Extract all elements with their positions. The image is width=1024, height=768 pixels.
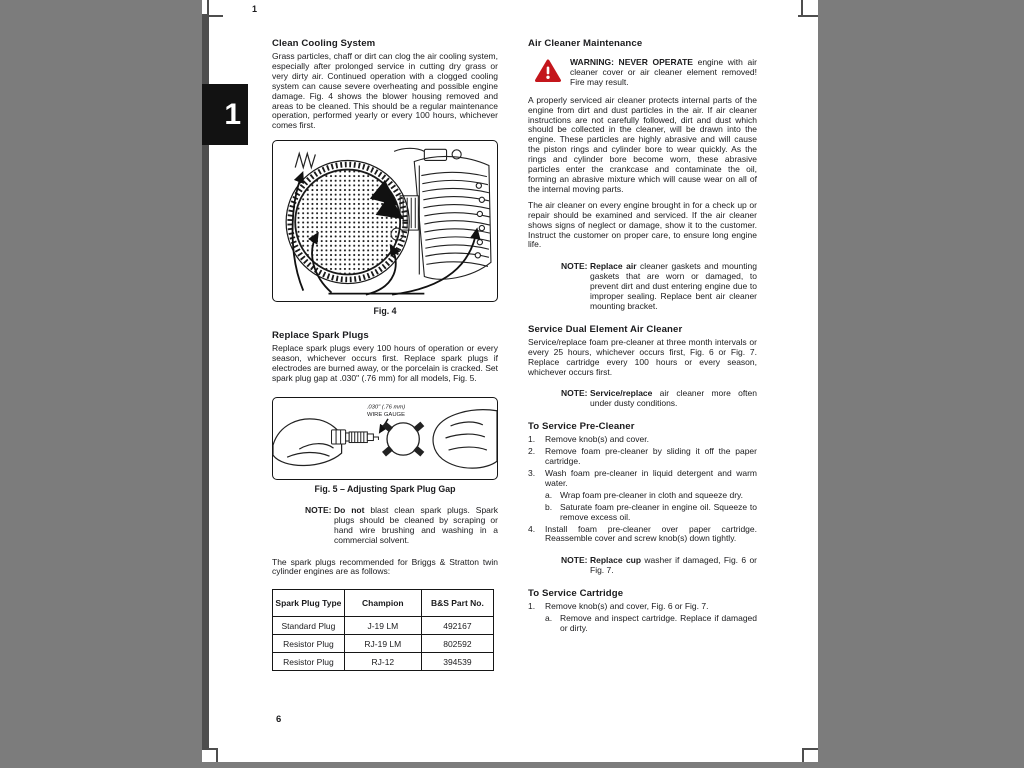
list-subitem: a. Wrap foam pre-cleaner in cloth and squeeze dry. (545, 489, 744, 500)
list-item: 2. Remove foam pre-cleaner by sliding it off the paper cartridge. (528, 446, 757, 467)
note-label: NOTE: (561, 555, 588, 566)
left-column (272, 38, 498, 671)
crop-mark-bottom-right (803, 748, 818, 750)
page-header-folio: 1 (252, 4, 258, 14)
right-column (528, 38, 757, 634)
air-cleaner-paragraph-2: The air cleaner on every engine brought in for a check up or repair should be examined and serviced. If the air cleaner shows signs of neglect or damage, show it to the customer. Instruct the customer on proper care, to ensure long engine life. (528, 199, 757, 250)
cell-part-no: 394539 (421, 653, 493, 671)
note-text: Replace cup washer if damaged, Fig. 6 or Fig. 7. (590, 555, 757, 576)
figure-5-box (272, 397, 498, 480)
table-row (273, 635, 494, 653)
crop-mark-bottom-right (802, 748, 804, 762)
note-label: NOTE: (561, 261, 588, 272)
recommended-plugs-paragraph: The spark plugs recommended for Briggs & Stratton twin cylinder engines are as follows: (272, 556, 498, 577)
cell-plug-type: Standard Plug (273, 617, 345, 635)
crop-mark-bottom-left (216, 748, 218, 762)
list-item: 1. Remove knob(s) and cover. (528, 434, 649, 445)
heading-to-service-pre-cleaner: To Service Pre-Cleaner (528, 421, 635, 433)
heading-replace-spark-plugs: Replace Spark Plugs (272, 330, 369, 342)
spark-plug-table (272, 589, 494, 671)
spark-plugs-paragraph: Replace spark plugs every 100 hours of operation or every season, whichever occurs first. Replace spark plugs if electrodes are burned away, or the porcelain is cracked. Set spark plug gap at .030" (.76 mm) for all models, Fig. 5. (272, 343, 498, 383)
figure-4-caption: Fig. 4 (373, 306, 397, 317)
list-subitem: a. Remove and inspect cartridge. Replace if damaged or dirty. (545, 613, 757, 633)
manual-page (202, 0, 818, 762)
air-cleaner-paragraph-1: A properly serviced air cleaner protects internal parts of the engine from dirt and dust particles in the air. If air cleaner instructions are not carefully followed, dirt and dust which should be collected in the cleaner, will be drawn into the engine. These particles are highly abrasive and will cause the piston rings and cylinder bore to wear quickly. As the rings and cylinder bore become worn, these abrasive particles enter the crankcase and contaminate the oil, forming an abrasive mixture which will cause wear on all of the internal moving parts. (528, 94, 757, 194)
table-header-champion: Champion (344, 590, 421, 617)
crop-mark-top-left (202, 15, 223, 17)
note-label: NOTE: (561, 388, 588, 399)
table-header-row (273, 590, 494, 617)
cell-plug-type: Resistor Plug (273, 635, 345, 653)
note-text: Do not blast clean spark plugs. Spark plugs should be cleaned by scraping or hand wire brushing and washing in a commercial solvent. (334, 504, 498, 545)
crop-mark-top-left (207, 0, 209, 16)
figure-4-engine-illustration (273, 141, 497, 301)
figure-5-caption: Fig. 5 – Adjusting Spark Plug Gap (314, 483, 456, 494)
table-row (273, 617, 494, 635)
wire-gauge-label-line1: .030" (.76 mm) (366, 404, 406, 411)
note-replace-cup-washer (561, 556, 757, 576)
note-dusty-conditions (561, 389, 757, 409)
figure-5-spark-plug-illustration (273, 398, 497, 479)
crop-mark-top-right (798, 15, 818, 17)
chapter-tab-number: 1 (224, 97, 241, 131)
cell-champion: RJ-19 LM (344, 635, 421, 653)
note-replace-gaskets (561, 262, 757, 312)
cell-plug-type: Resistor Plug (273, 653, 345, 671)
figure-4-box (272, 140, 498, 302)
list-item: 1. Remove knob(s) and cover, Fig. 6 or Fig. 7. (528, 601, 709, 612)
list-subitem: b. Saturate foam pre-cleaner in engine oil. Squeeze to remove excess oil. (545, 501, 757, 522)
clean-cooling-paragraph: Grass particles, chaff or dirt can clog the air cooling system, especially after prolonged service in cutting dry grass or very dirty air. Continued operation with a clogged cooling system can cause severe overheating and possible engine damage. Fig. 4 shows the blower housing removed and areas to be cleaned. This should be a regular maintenance operation, performed yearly or every 100 hours, whichever comes first. (272, 51, 498, 131)
list-item: 3. Wash foam pre-cleaner in liquid detergent and warm water. (528, 468, 757, 488)
heading-to-service-cartridge: To Service Cartridge (528, 588, 624, 600)
wire-gauge-label-line2: WIRE GAUGE (367, 411, 406, 418)
heading-air-cleaner-maintenance: Air Cleaner Maintenance (528, 38, 643, 49)
warning-text: WARNING: NEVER OPERATE engine with air cleaner cover or air cleaner element removed! Fire may result. (570, 57, 757, 87)
warning-triangle-icon (535, 59, 561, 83)
cell-champion: RJ-12 (344, 653, 421, 671)
table-header-type: Spark Plug Type (273, 590, 345, 617)
heading-service-dual-element: Service Dual Element Air Cleaner (528, 323, 683, 335)
note-blast-clean (305, 506, 498, 546)
chapter-tab (202, 84, 248, 145)
page-number: 6 (276, 714, 282, 725)
crop-mark-bottom-left (202, 748, 217, 750)
table-header-part-no: B&S Part No. (421, 590, 493, 617)
note-label: NOTE: (305, 504, 332, 515)
cell-part-no: 802592 (421, 635, 493, 653)
note-text: Service/replace air cleaner more often under dusty conditions. (590, 388, 757, 409)
dual-element-paragraph: Service/replace foam pre-cleaner at three month intervals or every 25 hours, whichever occurs first, Fig. 6 or Fig. 7. Replace cartridge every 100 hours or every season, whichever occurs first. (528, 336, 757, 377)
cell-champion: J-19 LM (344, 617, 421, 635)
heading-clean-cooling-system: Clean Cooling System (272, 38, 376, 49)
note-text: Replace air cleaner gaskets and mounting gaskets that are worn or damaged, to prevent dirt and dust entering engine due to improper sealing. Replace bent air cleaner mounting bracket. (590, 261, 757, 311)
table-row (273, 653, 494, 671)
list-item: 4. Install foam pre-cleaner over paper cartridge. Reassemble cover and screw knob(s) down tightly. (528, 523, 757, 544)
crop-mark-top-right (801, 0, 803, 16)
warning-block (535, 58, 757, 88)
cell-part-no: 492167 (421, 617, 493, 635)
